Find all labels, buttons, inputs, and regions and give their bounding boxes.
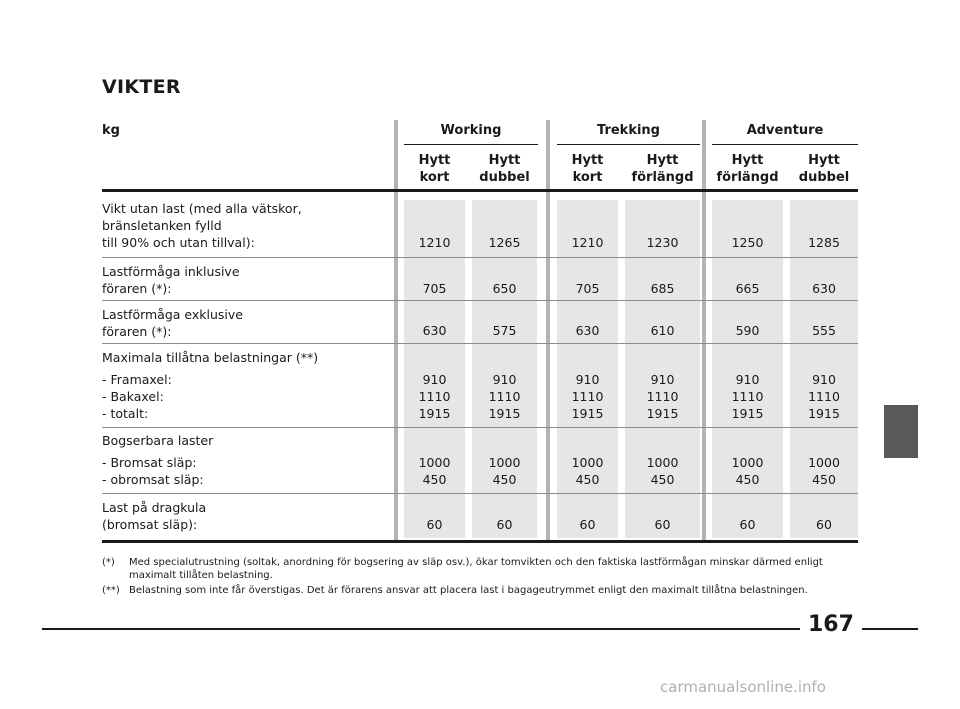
cell-lastinkl: 705 <box>575 281 600 296</box>
cell-lastinkl: 650 <box>492 281 517 296</box>
page-rule <box>42 628 800 630</box>
group-separator <box>394 120 398 540</box>
cell-lastexkl: 630 <box>422 323 447 338</box>
cell-bakaxel: 1110 <box>808 389 840 404</box>
row-rule <box>102 257 858 258</box>
cell-obromsat: 450 <box>422 472 447 487</box>
cell-bakaxel: 1110 <box>488 389 521 404</box>
row-rule <box>102 493 858 494</box>
column-header: Hytt kort <box>418 153 451 185</box>
cell-bakaxel: 1110 <box>418 389 451 404</box>
cell-obromsat: 450 <box>575 472 600 487</box>
cell-bromsat: 1000 <box>418 455 451 470</box>
row-label-axles: - Framaxel: - Bakaxel: - totalt: <box>102 372 172 421</box>
cell-obromsat: 450 <box>650 472 675 487</box>
group-header-working: Working <box>440 123 502 138</box>
cell-lastexkl: 575 <box>492 323 517 338</box>
cell-bakaxel: 1110 <box>731 389 764 404</box>
cell-vikt: 1210 <box>571 235 604 250</box>
watermark: carmanualsonline.info <box>660 678 826 696</box>
cell-bakaxel: 1110 <box>571 389 604 404</box>
cell-framaxel: 910 <box>650 372 675 387</box>
cell-bromsat: 1000 <box>571 455 604 470</box>
row-label-vikt: Vikt utan last (med alla vätskor, bränsletanken fylld till 90% och utan tillval): <box>102 201 302 250</box>
cell-dragkula: 60 <box>739 517 756 532</box>
cell-totalt: 1915 <box>571 406 604 421</box>
section-tab <box>884 405 918 458</box>
cell-obromsat: 450 <box>735 472 760 487</box>
cell-framaxel: 910 <box>812 372 836 387</box>
cell-vikt: 1265 <box>488 235 521 250</box>
column-header: Hytt kort <box>571 153 604 185</box>
cell-dragkula: 60 <box>816 517 832 532</box>
cell-obromsat: 450 <box>492 472 517 487</box>
cell-framaxel: 910 <box>575 372 600 387</box>
column-header: Hytt förlängd <box>631 153 694 185</box>
cell-totalt: 1915 <box>418 406 451 421</box>
row-rule <box>102 427 858 428</box>
cell-totalt: 1915 <box>488 406 521 421</box>
row-label-slap: - Bromsat släp: - obromsat släp: <box>102 455 204 487</box>
cell-lastexkl: 630 <box>575 323 600 338</box>
cell-bromsat: 1000 <box>808 455 840 470</box>
group-header-trekking: Trekking <box>597 123 660 138</box>
cell-dragkula: 60 <box>426 517 443 532</box>
column-header: Hytt dubbel <box>798 153 850 185</box>
cell-lastexkl: 590 <box>735 323 760 338</box>
row-label-drag: Last på dragkula (bromsat släp): <box>102 500 207 532</box>
cell-bromsat: 1000 <box>731 455 764 470</box>
group-underline <box>557 144 700 145</box>
cell-bromsat: 1000 <box>488 455 521 470</box>
cell-dragkula: 60 <box>654 517 671 532</box>
cell-dragkula: 60 <box>579 517 596 532</box>
page-rule <box>862 628 918 630</box>
group-separator <box>546 120 550 540</box>
cell-vikt: 1285 <box>808 235 840 250</box>
row-label-bogser: Bogserbara laster <box>102 433 214 448</box>
cell-lastinkl: 630 <box>812 281 836 296</box>
cell-totalt: 1915 <box>808 406 840 421</box>
cell-obromsat: 450 <box>812 472 836 487</box>
group-underline <box>712 144 858 145</box>
column-header: Hytt förlängd <box>716 153 779 185</box>
cell-lastinkl: 665 <box>735 281 760 296</box>
header-rule <box>102 189 858 192</box>
group-underline <box>404 144 538 145</box>
cell-bromsat: 1000 <box>646 455 679 470</box>
row-rule <box>102 300 858 301</box>
page-number: 167 <box>808 612 854 637</box>
row-label-maxbel: Maximala tillåtna belastningar (**) <box>102 350 319 365</box>
cell-framaxel: 910 <box>735 372 760 387</box>
column-header: Hytt dubbel <box>479 153 530 185</box>
cell-lastexkl: 555 <box>812 323 836 338</box>
row-rule <box>102 343 858 344</box>
cell-lastinkl: 685 <box>650 281 675 296</box>
cell-framaxel: 910 <box>422 372 447 387</box>
footnote-mark: (*) <box>102 557 115 568</box>
cell-bakaxel: 1110 <box>646 389 679 404</box>
cell-totalt: 1915 <box>731 406 764 421</box>
row-label-lastexkl: Lastförmåga exklusive föraren (*): <box>102 307 243 339</box>
group-separator <box>702 120 706 540</box>
cell-dragkula: 60 <box>496 517 513 532</box>
cell-framaxel: 910 <box>492 372 517 387</box>
cell-lastinkl: 705 <box>422 281 447 296</box>
page-title: VIKTER <box>102 76 181 98</box>
cell-vikt: 1250 <box>731 235 764 250</box>
cell-lastexkl: 610 <box>650 323 675 338</box>
cell-vikt: 1210 <box>418 235 451 250</box>
cell-totalt: 1915 <box>646 406 679 421</box>
group-header-adventure: Adventure <box>746 123 824 138</box>
footnote-text: Belastning som inte får överstigas. Det är förarens ansvar att placera last i bagageutrymmet enligt den maximalt tillåtna belastningen. <box>129 585 808 596</box>
unit-label: kg <box>102 123 120 138</box>
cell-vikt: 1230 <box>646 235 679 250</box>
row-label-lastinkl: Lastförmåga inklusive föraren (*): <box>102 264 240 296</box>
table-bottom-rule <box>102 540 858 543</box>
footnote-mark: (**) <box>102 585 120 596</box>
footnote-text: Med specialutrustning (soltak, anordning för bogsering av släp osv.), ökar tomvikten och den faktiska lastförmågan minskar därmed enligt maximalt tillåten belastning. <box>129 557 823 581</box>
